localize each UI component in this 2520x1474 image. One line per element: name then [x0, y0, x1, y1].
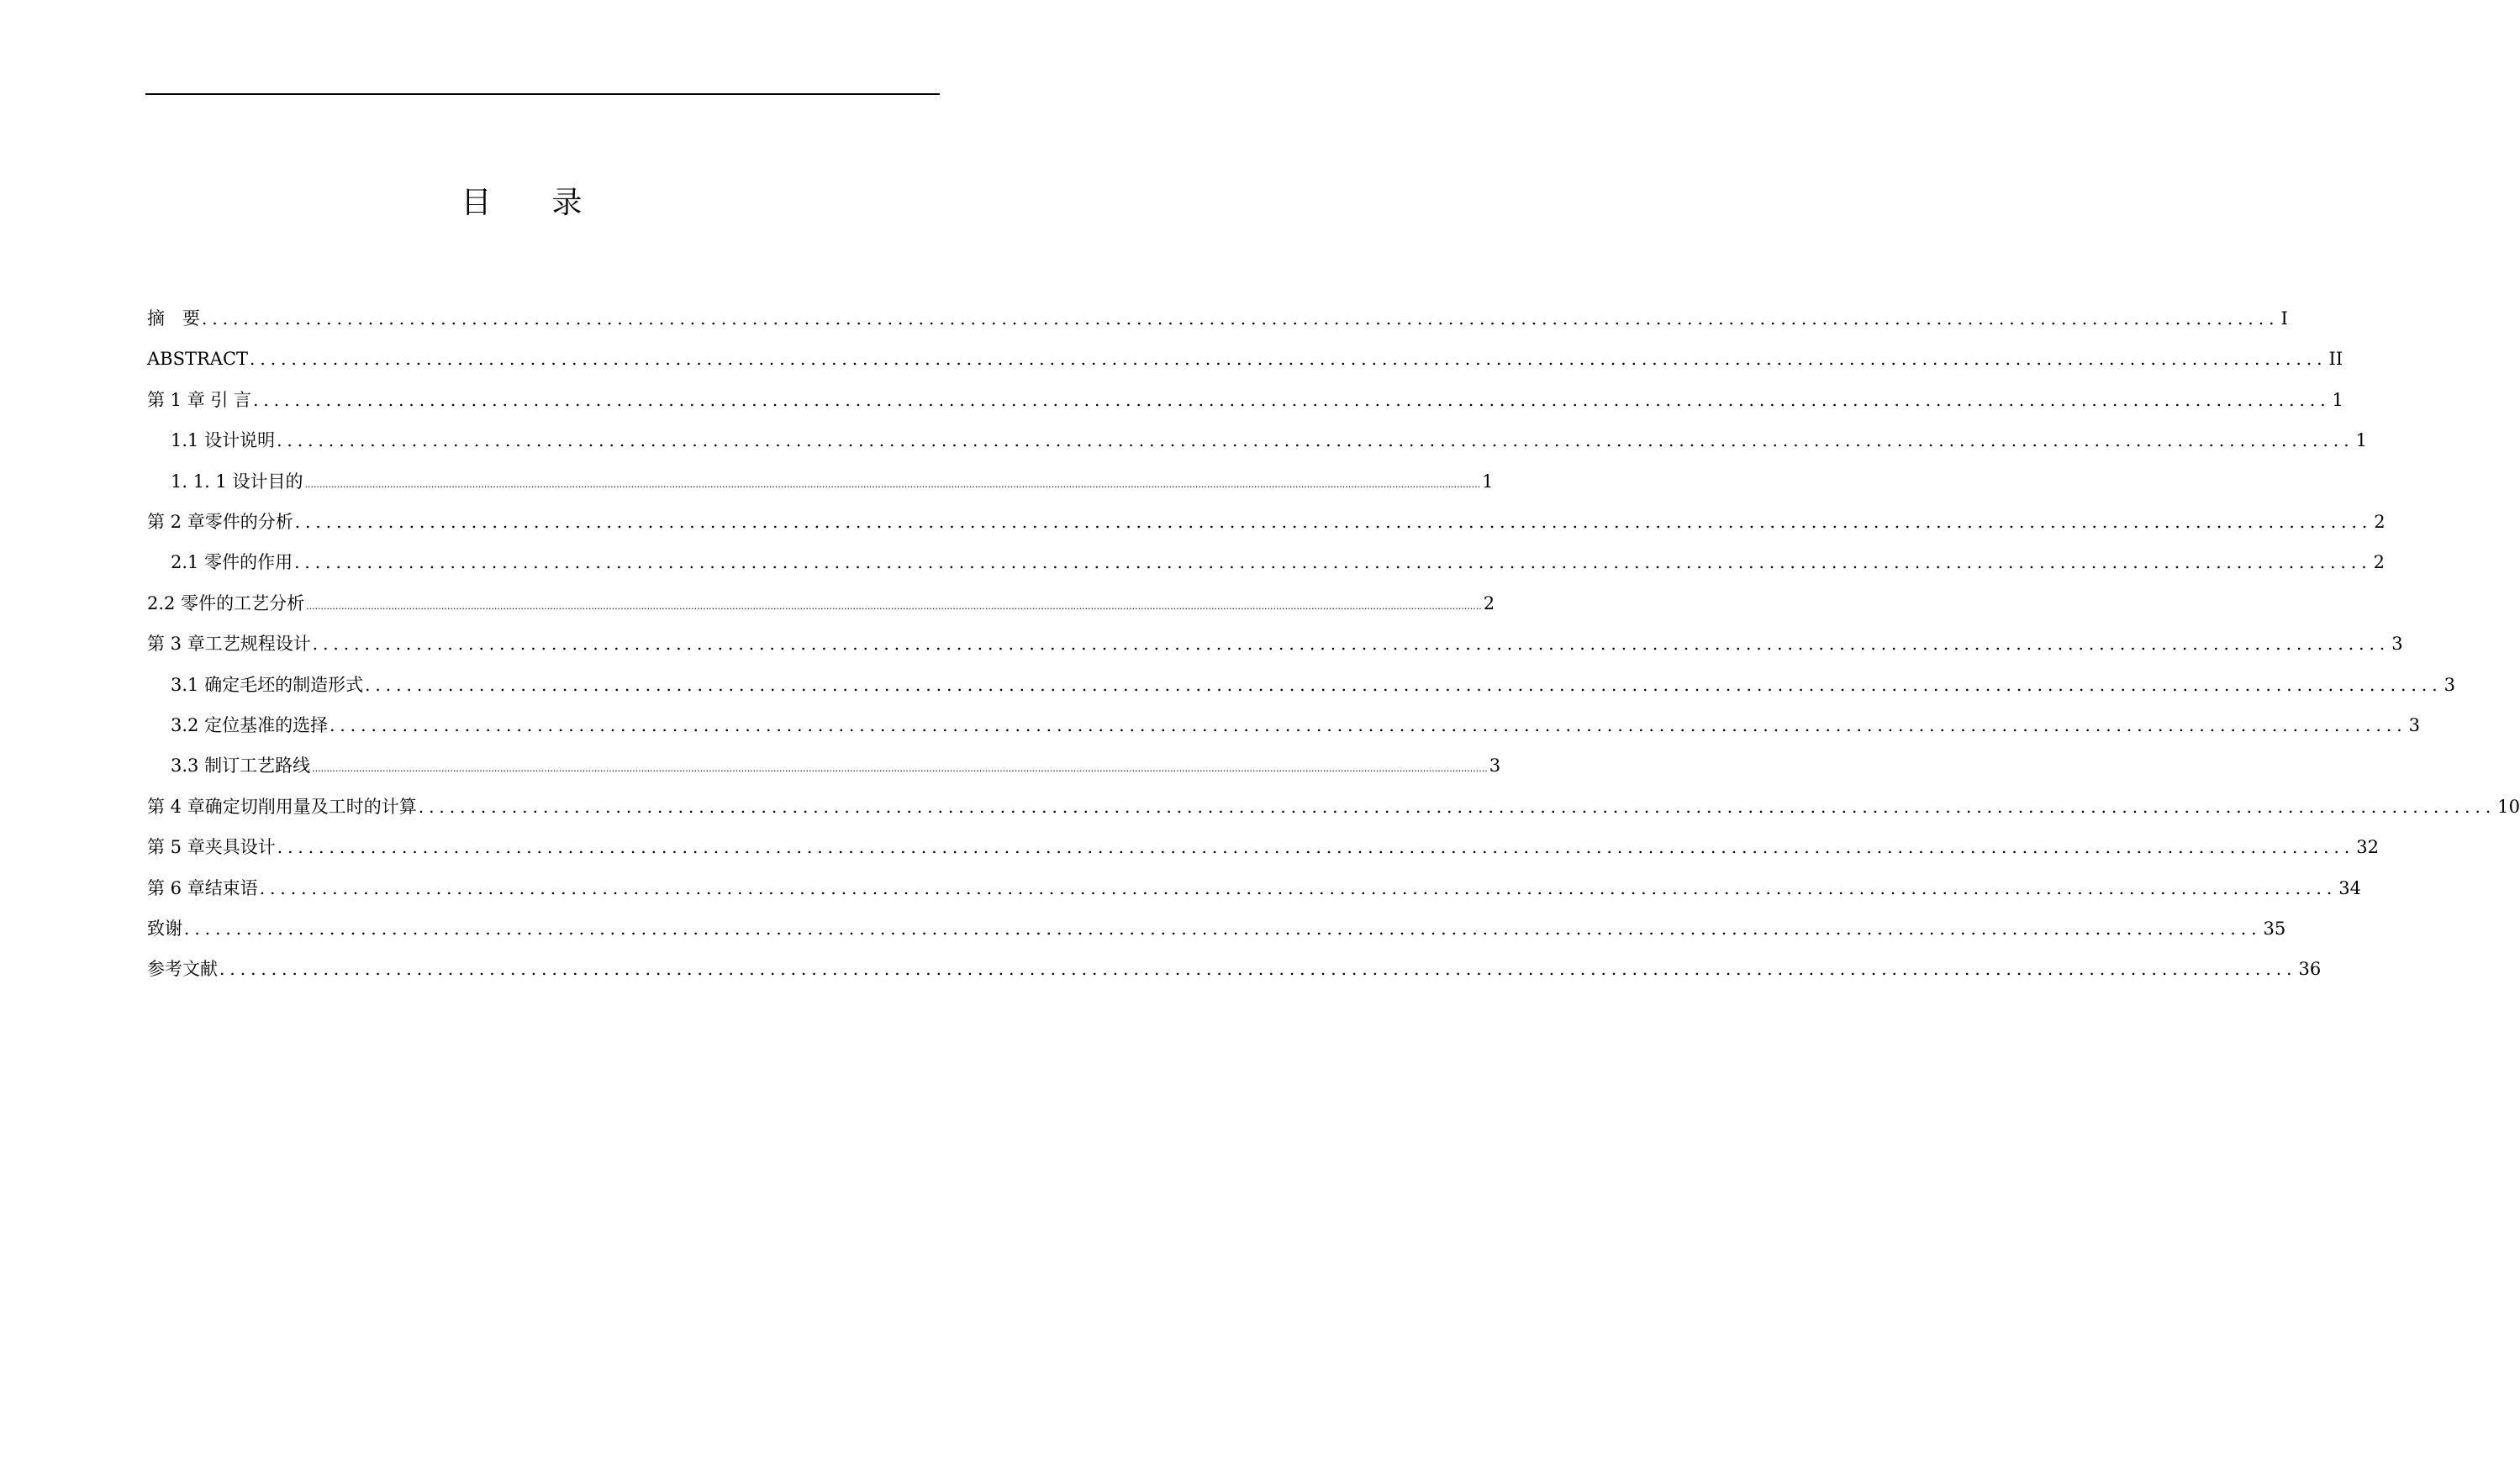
toc-entry-label: 3.2 定位基准的选择 [171, 715, 329, 735]
toc-entry-leader: ........................................................................................................................................................................................................ [312, 634, 2391, 655]
toc-entry-page: 3 [1489, 755, 1501, 776]
toc-entry-page: 1 [2355, 430, 2367, 451]
toc-entry-label: 致谢 [147, 919, 182, 939]
toc-entry-section-2-1[interactable] [171, 541, 2385, 575]
toc-entry-leader: ........................................................................................................................................................................................................ [277, 430, 2354, 451]
toc-entry-page: 2 [1483, 592, 1495, 613]
toc-entry-label: 摘 要 [147, 308, 200, 329]
toc-entry-page: I [2280, 308, 2288, 329]
toc-entry-page: 2 [2374, 512, 2386, 532]
toc-entry-section-1-1[interactable] [171, 419, 2367, 453]
toc-entry-section-3-3[interactable] [171, 745, 1501, 778]
toc-entry-page: II [2328, 349, 2343, 370]
header-rule [145, 93, 940, 95]
toc-entry-page: 35 [2263, 919, 2286, 939]
toc-entry-leader: ........................................................................................................................................................................................................ [277, 837, 2355, 858]
toc-entry-page: 3 [2391, 634, 2403, 655]
toc-entry-page: 2 [2373, 552, 2385, 573]
toc-entry-section-3-1[interactable] [171, 664, 2455, 698]
toc-entry-label: 3.3 制订工艺路线 [171, 755, 311, 776]
toc-entry-label: 第 6 章结束语 [147, 877, 258, 898]
toc-entry-chapter-1[interactable] [147, 379, 2343, 413]
toc-entry-page: 3 [2444, 674, 2455, 695]
toc-entry-page: 3 [2408, 715, 2420, 735]
toc-entry-section-1-1-1[interactable] [171, 461, 1494, 494]
toc-entry-chapter-3[interactable] [147, 623, 2403, 656]
page-title [0, 183, 1043, 224]
toc-entry-page: 10 [2497, 796, 2520, 817]
toc-entry-label: 第 3 章工艺规程设计 [147, 634, 311, 655]
toc-entry-page: 32 [2356, 837, 2379, 858]
toc-entry-leader: ................................................................................................................................................................................................................................................................................................................................................................................................................ [304, 478, 1481, 490]
toc-entry-leader: ........................................................................................................................................................................................................ [219, 959, 2297, 980]
toc-entry-leader: ........................................................................................................................................................................................................ [184, 919, 2262, 939]
toc-entry-leader: ........................................................................................................................................................................................................ [250, 349, 2328, 370]
toc-entry-chapter-5[interactable] [147, 826, 2379, 860]
toc-entry-references[interactable] [147, 948, 2322, 982]
toc-entry-label: 2.2 零件的工艺分析 [147, 592, 305, 613]
toc-entry-chapter-2[interactable] [147, 501, 2386, 534]
page-title-char-1: 目 [461, 186, 492, 220]
toc-entry-leader: ........................................................................................................................................................................................................ [365, 674, 2443, 695]
toc-entry-leader: ........................................................................................................................................................................................................ [259, 877, 2338, 898]
toc-entry-leader: ........................................................................................................................................................................................................ [294, 552, 2372, 573]
toc-entry-label: 第 4 章确定切削用量及工时的计算 [147, 796, 417, 817]
toc-entry-leader: ........................................................................................................................................................................................................ [253, 389, 2331, 410]
toc-entry-label: 1. 1. 1 设计目的 [171, 471, 303, 492]
toc-entry-page: 36 [2298, 959, 2322, 980]
toc-entry-chapter-4[interactable] [147, 786, 2520, 819]
toc-entry-label: 2.1 零件的作用 [171, 552, 293, 573]
toc-entry-section-3-2[interactable] [171, 704, 2420, 738]
toc-entry-chapter-6[interactable] [147, 867, 2361, 901]
toc-entry-leader: ................................................................................................................................................................................................................................................................................................................................................................................................................ [312, 763, 1488, 775]
toc-entry-leader: ........................................................................................................................................................................................................ [294, 512, 2373, 532]
toc-entry-label: 3.1 确定毛坯的制造形式 [171, 674, 364, 695]
toc-entry-leader: ........................................................................................................................................................................................................ [202, 308, 2280, 329]
toc-entry-label: ABSTRACT [147, 349, 249, 370]
toc-entry-abstract-cn[interactable] [147, 297, 2288, 331]
toc-entry-section-2-2[interactable] [147, 582, 1495, 616]
toc-entry-page: 34 [2338, 877, 2361, 898]
toc-entry-label: 第 5 章夹具设计 [147, 837, 276, 858]
toc-entry-label: 参考文献 [147, 959, 218, 980]
toc-entry-page: 1 [2332, 389, 2343, 410]
toc-entry-label: 第 2 章零件的分析 [147, 512, 293, 532]
page-title-char-2: 录 [551, 186, 583, 220]
toc-entry-leader: ................................................................................................................................................................................................................................................................................................................................................................................................................ [306, 600, 1482, 612]
toc-entry-leader: ........................................................................................................................................................................................................ [418, 796, 2496, 817]
toc-entry-abstract-en[interactable] [147, 338, 2343, 371]
toc-entry-label: 第 1 章 引 言 [147, 389, 252, 410]
toc-entry-acknowledgements[interactable] [147, 908, 2286, 941]
toc-entry-leader: ........................................................................................................................................................................................................ [329, 715, 2407, 735]
toc-entry-page: 1 [1482, 471, 1494, 492]
toc-entry-label: 1.1 设计说明 [171, 430, 276, 451]
